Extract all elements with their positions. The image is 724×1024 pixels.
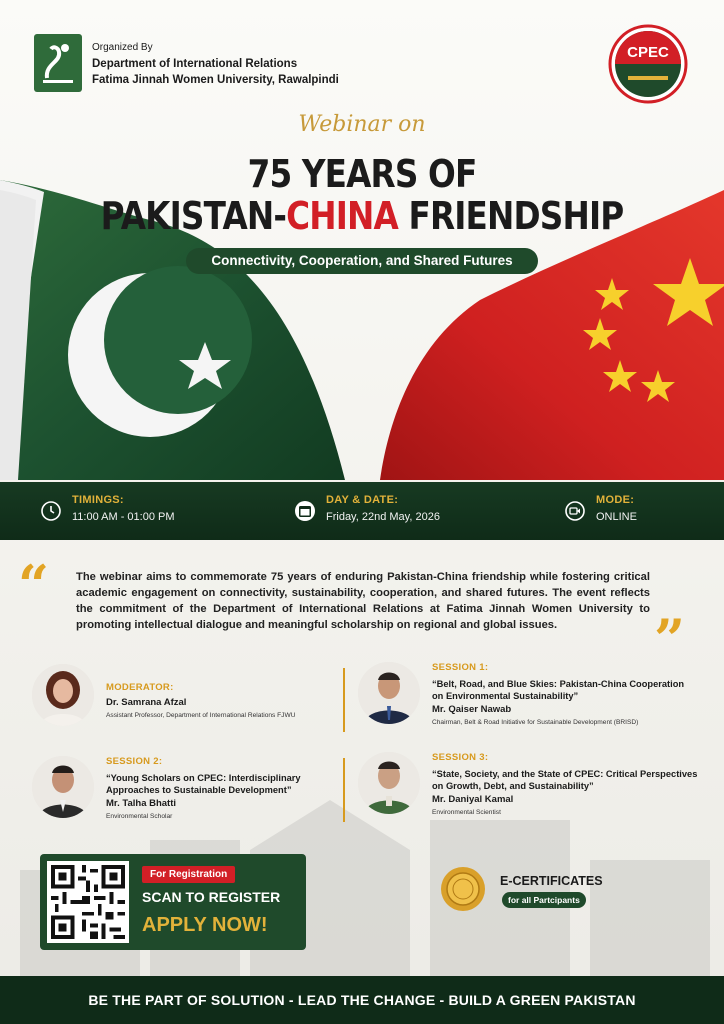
event-info-bar: [0, 482, 724, 540]
organized-by-label: Organized By: [92, 42, 153, 53]
university-emblem-icon: [39, 40, 77, 86]
mode-value: ONLINE: [596, 511, 637, 523]
department-name: Department of International Relations: [92, 58, 298, 70]
session-1-avatar: [358, 662, 420, 724]
date-value: Friday, 22nd May, 2026: [326, 511, 440, 523]
close-quote-icon: ”: [654, 607, 686, 671]
webinar-kicker: Webinar on: [298, 112, 426, 137]
session-3-avatar: [358, 752, 420, 814]
session-2-avatar: [32, 756, 94, 818]
clock-icon: [40, 500, 62, 522]
title-china: CHINA: [286, 194, 398, 238]
university-logo: [34, 34, 82, 92]
title-line-1: 75 YEARS OF: [247, 152, 477, 196]
session-1-name: Mr. Qaiser Nawab: [432, 704, 512, 715]
registration-box[interactable]: [40, 854, 306, 950]
timings-label: TIMINGS:: [72, 494, 124, 506]
certificate-seal-icon: [440, 866, 486, 912]
subtitle-pill: Connectivity, Cooperation, and Shared Futures: [186, 248, 538, 274]
moderator-role: MODERATOR:: [106, 682, 174, 693]
timings-value: 11:00 AM - 01:00 PM: [72, 511, 175, 523]
video-camera-icon: [564, 500, 586, 522]
scan-to-register-label: SCAN TO REGISTER: [142, 889, 281, 905]
session-2-talk: “Young Scholars on CPEC: Interdisciplinary Approaches to Sustainable Development”: [106, 773, 301, 795]
title-friendship: FRIENDSHIP: [397, 194, 624, 238]
session-2-description: Environmental Scholar: [106, 813, 173, 820]
organizer-block: [92, 40, 339, 88]
session-3-role: SESSION 3:: [432, 752, 489, 763]
event-description: The webinar aims to commemorate 75 years of enduring Pakistan-China friendship while fostering critical academic engagement on connectivity, sustainability, cooperation, and shared futures. The event reflects the commitment of the Department of International Relations at Fatima Jinnah Women University to promoting intellectual dialogue and meaningful scholarship on regional and global issues.: [76, 571, 650, 631]
speaker-session-3: [358, 752, 698, 816]
calendar-icon: [294, 500, 316, 522]
speaker-moderator: [32, 664, 332, 726]
apply-now-button[interactable]: APPLY NOW!: [142, 914, 268, 936]
session-1-role: SESSION 1:: [432, 662, 489, 673]
timings-item: [40, 494, 175, 523]
speaker-divider: [343, 758, 345, 822]
session-3-name: Mr. Daniyal Kamal: [432, 794, 514, 805]
speaker-session-1: [358, 662, 698, 726]
session-3-talk: “State, Society, and the State of CPEC: Critical Perspectives on Growth, Debt, and Sustainability”: [432, 769, 698, 791]
speaker-divider: [343, 668, 345, 732]
university-name: Fatima Jinnah Women University, Rawalpindi: [92, 74, 339, 86]
session-1-talk: “Belt, Road, and Blue Skies: Pakistan-China Cooperation on Environmental Sustainability”: [432, 679, 685, 701]
moderator-avatar: [32, 664, 94, 726]
session-2-name: Mr. Talha Bhatti: [106, 798, 177, 809]
session-1-description: Chairman, Belt & Road Initiative for Sustainable Development (BRISD): [432, 719, 639, 726]
footer-slogan: BE THE PART OF SOLUTION - LEAD THE CHANGE - BUILD A GREEN PAKISTAN: [0, 976, 724, 1024]
date-item: [294, 494, 440, 523]
speaker-session-2: [32, 756, 332, 820]
open-quote-icon: “: [18, 553, 50, 617]
certificates-tag: for all Partcipants: [502, 892, 586, 908]
mode-item: [564, 494, 637, 523]
moderator-name: Dr. Samrana Afzal: [106, 697, 187, 708]
title-pakistan: PAKISTAN-: [100, 194, 287, 238]
session-3-description: Environmental Scientist: [432, 809, 501, 816]
session-2-role: SESSION 2:: [106, 756, 163, 767]
registration-qr-code[interactable]: [47, 861, 129, 943]
date-label: DAY & DATE:: [326, 494, 399, 506]
registration-tag: For Registration: [142, 866, 235, 883]
moderator-description: Assistant Professor, Department of International Relations FJWU: [106, 712, 296, 719]
e-certificates-title: E-CERTIFICATES: [500, 874, 603, 888]
title-line-2: [51, 194, 674, 238]
mode-label: MODE:: [596, 494, 635, 506]
cpec-logo-text: CPEC: [627, 44, 669, 61]
cpec-logo: [608, 24, 688, 104]
